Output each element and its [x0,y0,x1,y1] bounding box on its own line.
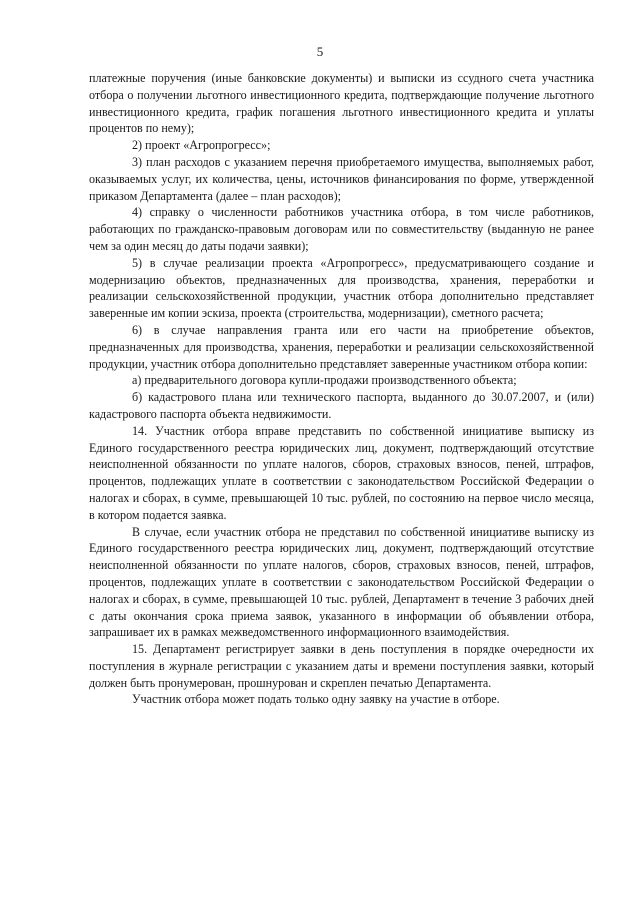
document-body [89,70,594,708]
paragraph-item-6-grant-objects: 6) в случае направления гранта или его части на приобретение объектов, предназначенных для производства, хранения, переработки и реализации сельскохозяйственной продукции, участник отбора дополнительно представляет заверенные участником отбора копии: [89,322,594,371]
paragraph-payment-documents: платежные поручения (иные банковские документы) и выписки из ссудного счета участника отбора о получении льготного инвестиционного кредита, подтверждающие получение льготного инвестиционного кредита, график погашения льготного инвестиционного кредита и уплаты процентов по нему); [89,71,594,136]
paragraph-item-2-project: 2) проект «Агропрогресс»; [132,138,271,153]
paragraph-item-4-staff-certificate: 4) справку о численности работников участника отбора, в том числе работников, работающих по гражданско-правовым договорам или по совместительству (выданную не ранее чем за один месяц до даты подачи заявки); [89,205,594,253]
paragraph-subitem-a: а) предварительного договора купли-продажи производственного объекта; [132,373,517,388]
paragraph-one-application: Участник отбора может подать только одну заявку на участие в отборе. [132,692,500,707]
paragraph-clause-14-request: В случае, если участник отбора не представил по собственной инициативе выписку из Единого государственного реестра юридических лиц, документ, подтверждающий отсутствие неисполненной обязанности по уплате налогов, сборов, страховых взносов, пеней, штрафов, процентов, подлежащих уплате в соответствии с законодательством Российской Федерации о налогах и сборах, в сумме, превышающей 10 тыс. рублей, Департамент в течение 3 рабочих дней с даты окончания срока приема заявок, указанного в информации об объявлении отбора, запрашивает их в рамках межведомственного информационного взаимодействия. [89,524,594,640]
paragraph-item-3-expense-plan: 3) план расходов с указанием перечня приобретаемого имущества, выполняемых работ, оказываемых услуг, их количества, цены, источников финансирования по форме, утвержденной приказом Департамента (далее – план расходов); [89,154,594,203]
page-number: 5 [316,44,324,59]
paragraph-item-5-project-documents: 5) в случае реализации проекта «Агропрогресс», предусматривающего создание и модернизацию объектов, предназначенных для производства, хранения, переработки и реализации сельскохозяйственной продукции, участник отбора дополнительно представляет заверенные им копии эскиза, проекта (строительства, модернизации), сметного расчета; [89,255,594,321]
paragraph-clause-15: 15. Департамент регистрирует заявки в день поступления в порядке очередности их поступления в журнале регистрации с указанием даты и времени поступления заявки, который должен быть пронумерован, прошнурован и скреплен печатью Департамента. [89,642,594,690]
paragraph-subitem-b: б) кадастрового плана или технического паспорта, выданного до 30.07.2007, и (или) кадастрового паспорта объекта недвижимости. [89,390,594,421]
paragraph-clause-14: 14. Участник отбора вправе представить по собственной инициативе выписку из Единого государственного реестра юридических лиц, документ, подтверждающий отсутствие неисполненной обязанности по уплате налогов, сборов, страховых взносов, пеней, штрафов, процентов, подлежащих уплате в соответствии с законодательством Российской Федерации о налогах и сборах, в сумме, превышающей 10 тыс. рублей, по состоянию на первое число месяца, в котором подается заявка. [89,423,594,522]
